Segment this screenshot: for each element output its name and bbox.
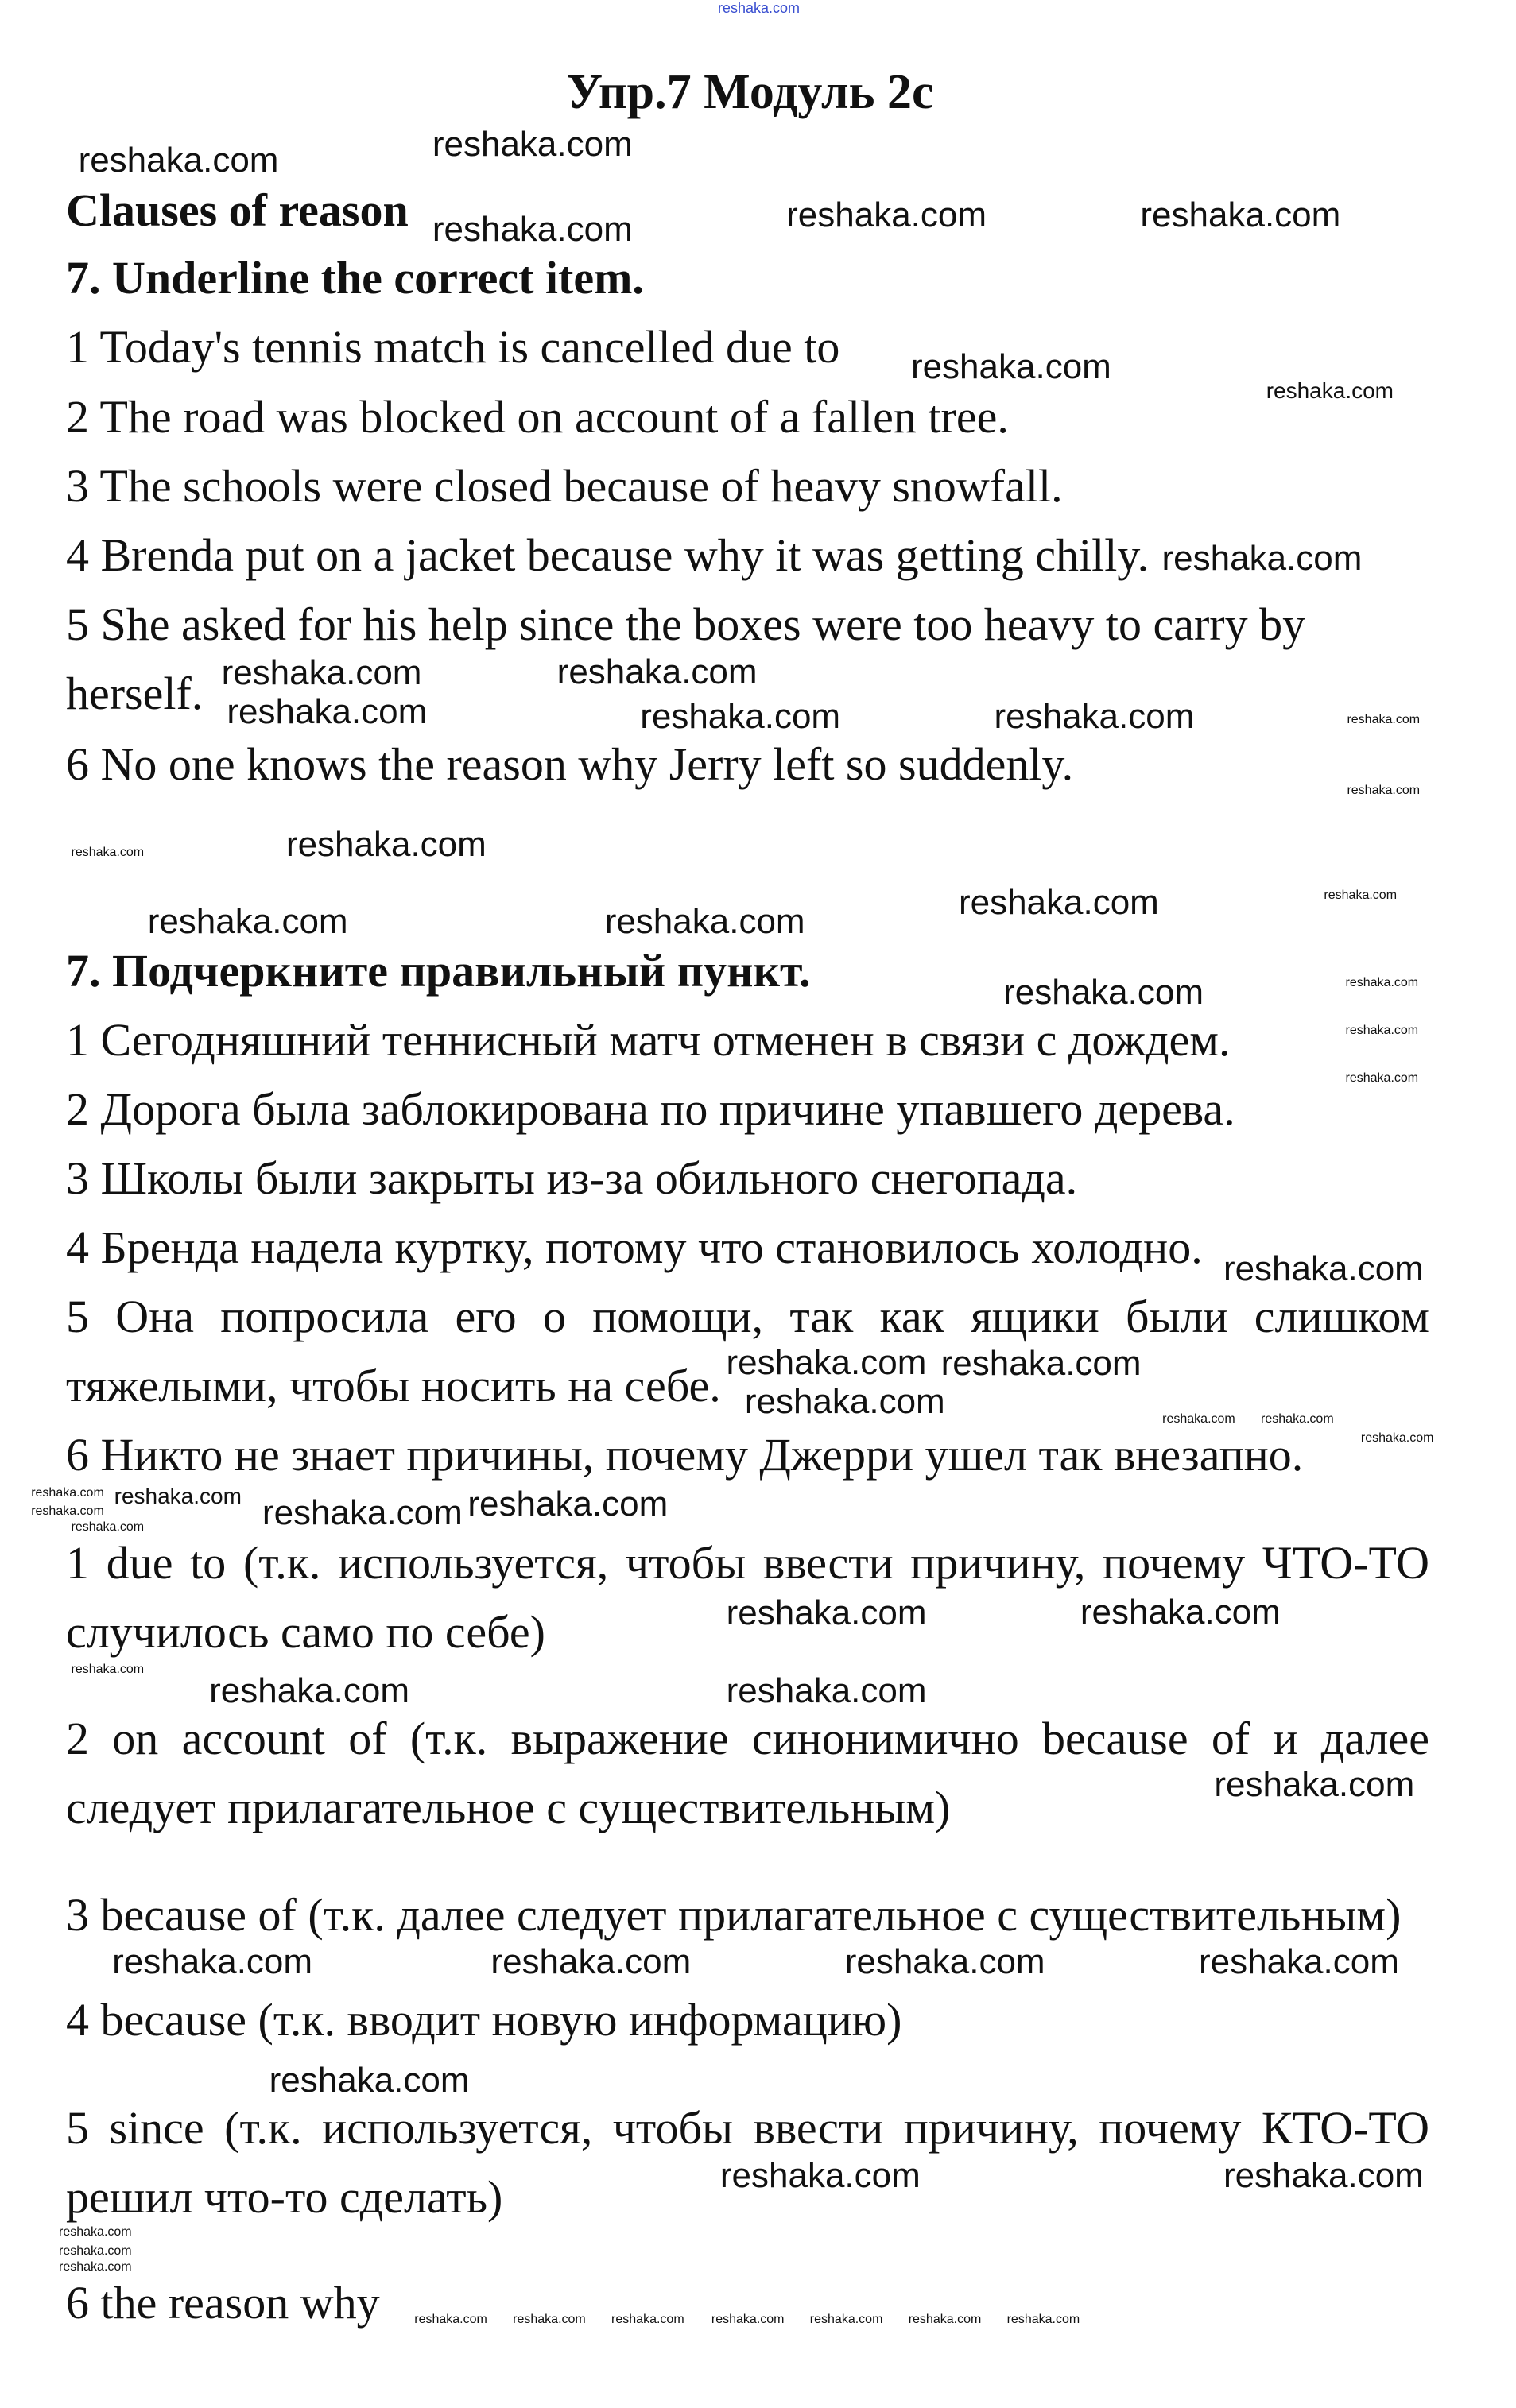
watermark: reshaka.com <box>1347 784 1421 798</box>
watermark: reshaka.com <box>147 901 348 941</box>
english-line: 3 The schools were closed because of heavy snowfall. <box>66 460 1063 512</box>
watermark: reshaka.com <box>1198 1941 1399 1981</box>
watermark: reshaka.com <box>78 140 279 180</box>
english-line: 2 The road was blocked on account of a fallen tree. <box>66 391 1009 443</box>
watermark: reshaka.com <box>59 2260 132 2274</box>
watermark: reshaka.com <box>1324 888 1398 902</box>
watermark: reshaka.com <box>844 1941 1045 1981</box>
watermark: reshaka.com <box>556 652 758 692</box>
watermark: reshaka.com <box>1140 196 1341 235</box>
english-line: 4 Brenda put on a jacket because why it was getting chilly. <box>66 529 1150 581</box>
watermark: reshaka.com <box>717 0 800 16</box>
watermark: reshaka.com <box>432 209 633 249</box>
english-heading: 7. Underline the correct item. <box>66 252 644 304</box>
answer-line: 6 the reason why <box>66 2277 380 2329</box>
answer-line: 5 since (т.к. используется, чтобы ввести причину, почему КТО-ТО <box>66 2102 1429 2154</box>
answer-line: 4 because (т.к. вводит новую информацию) <box>66 1994 902 2046</box>
watermark: reshaka.com <box>744 1381 945 1421</box>
watermark: reshaka.com <box>1003 973 1204 1012</box>
watermark: reshaka.com <box>513 2313 586 2327</box>
watermark: reshaka.com <box>262 1492 463 1532</box>
russian-heading: 7. Подчеркните правильный пункт. <box>66 945 811 997</box>
russian-line: 3 Школы были закрыты из-за обильного снегопада. <box>66 1152 1078 1204</box>
watermark: reshaka.com <box>221 653 422 693</box>
watermark: reshaka.com <box>910 346 1111 386</box>
watermark: reshaka.com <box>726 1343 927 1383</box>
russian-line: 1 Сегодняшний теннисный матч отменен в связи с дождем. <box>66 1014 1231 1066</box>
watermark: reshaka.com <box>611 2313 684 2327</box>
watermark: reshaka.com <box>285 824 487 864</box>
watermark: reshaka.com <box>1006 2313 1080 2327</box>
watermark: reshaka.com <box>1223 2155 1424 2195</box>
english-line: 5 She asked for his help since the boxes were too heavy to carry by <box>66 598 1306 650</box>
answer-line: следует прилагательное с существительным) <box>66 1782 951 1833</box>
watermark: reshaka.com <box>59 2225 132 2240</box>
english-line: herself. <box>66 668 204 719</box>
page-title: Упр.7 Модуль 2с <box>566 65 934 119</box>
watermark: reshaka.com <box>640 696 841 736</box>
watermark: reshaka.com <box>726 1671 927 1711</box>
watermark: reshaka.com <box>467 1484 669 1523</box>
watermark: reshaka.com <box>71 845 145 859</box>
watermark: reshaka.com <box>432 124 633 164</box>
watermark: reshaka.com <box>719 2156 921 2196</box>
watermark: reshaka.com <box>726 1593 927 1632</box>
watermark: reshaka.com <box>269 2061 470 2100</box>
watermark: reshaka.com <box>1214 1765 1415 1805</box>
watermark: reshaka.com <box>604 901 805 941</box>
watermark: reshaka.com <box>1266 377 1394 403</box>
watermark: reshaka.com <box>1223 1249 1424 1288</box>
watermark: reshaka.com <box>59 2244 132 2259</box>
answer-line: 1 due to (т.к. используется, чтобы ввести причину, почему ЧТО-ТО <box>66 1537 1429 1589</box>
watermark: reshaka.com <box>31 1504 104 1519</box>
english-line: 1 Today's tennis match is cancelled due to <box>66 321 840 373</box>
watermark: reshaka.com <box>31 1485 104 1500</box>
watermark: reshaka.com <box>71 1663 145 1677</box>
russian-line: 2 Дорога была заблокирована по причине упавшего дерева. <box>66 1083 1235 1135</box>
watermark: reshaka.com <box>786 196 987 235</box>
watermark: reshaka.com <box>940 1344 1142 1384</box>
answer-line: 3 because of (т.к. далее следует прилагательное с существительным) <box>66 1889 1402 1941</box>
russian-line: 5 Она попросила его о помощи, так как ящики были слишком <box>66 1291 1429 1342</box>
watermark: reshaka.com <box>908 2313 982 2327</box>
russian-line: 6 Никто не знает причины, почему Джерри ушел так внезапно. <box>66 1429 1304 1481</box>
russian-line: тяжелыми, чтобы носить на себе. <box>66 1360 721 1411</box>
watermark: reshaka.com <box>1360 1431 1434 1446</box>
answer-line: случилось само по себе) <box>66 1606 545 1658</box>
watermark: reshaka.com <box>71 1520 145 1535</box>
watermark: reshaka.com <box>1347 713 1421 727</box>
watermark: reshaka.com <box>1080 1593 1281 1632</box>
watermark: reshaka.com <box>1345 1024 1419 1038</box>
answer-line: 2 on account of (т.к. выражение синонимично because of и далее <box>66 1713 1429 1764</box>
watermark: reshaka.com <box>112 1941 313 1981</box>
watermark: reshaka.com <box>958 883 1159 923</box>
watermark: reshaka.com <box>711 2313 785 2327</box>
watermark: reshaka.com <box>227 691 428 731</box>
watermark: reshaka.com <box>1345 976 1419 990</box>
watermark: reshaka.com <box>1261 1412 1334 1427</box>
watermark: reshaka.com <box>209 1671 410 1711</box>
watermark: reshaka.com <box>994 696 1195 736</box>
watermark: reshaka.com <box>490 1941 692 1981</box>
russian-line: 4 Бренда надела куртку, потому что становилось холодно. <box>66 1221 1203 1273</box>
answer-line: решил что-то сделать) <box>66 2171 503 2223</box>
english-line: 6 No one knows the reason why Jerry left so suddenly. <box>66 738 1074 790</box>
watermark: reshaka.com <box>114 1483 242 1508</box>
watermark: reshaka.com <box>1161 538 1363 578</box>
watermark: reshaka.com <box>809 2313 883 2327</box>
watermark: reshaka.com <box>414 2313 487 2327</box>
section-title: Clauses of reason <box>66 184 409 236</box>
watermark: reshaka.com <box>1345 1071 1419 1086</box>
watermark: reshaka.com <box>1162 1412 1235 1427</box>
